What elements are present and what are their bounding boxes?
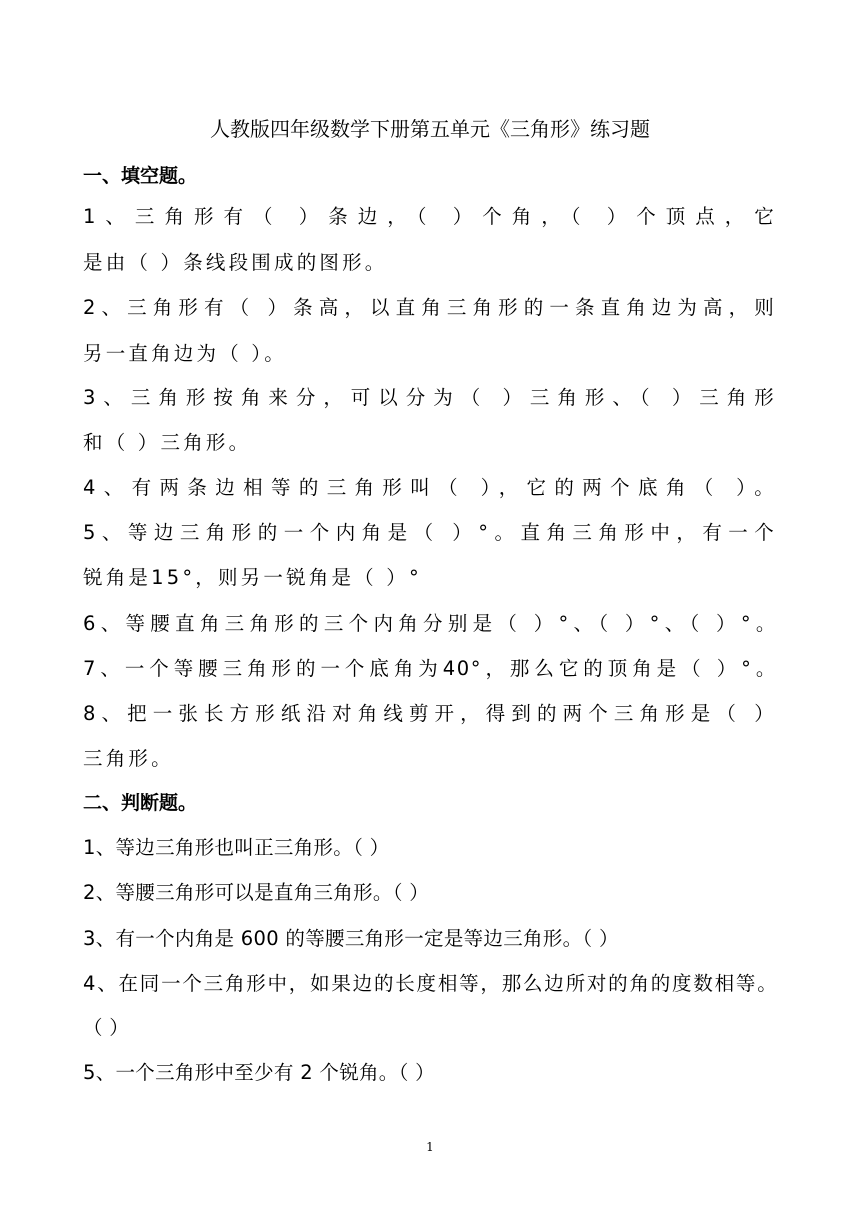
section-heading-true-false: 二、判断题。	[83, 792, 198, 814]
fill-blank-q2-line1: 2、三角形有（ ）条高，以直角三角形的一条直角边为高，则	[83, 296, 777, 319]
true-false-q2: 2、等腰三角形可以是直角三角形。（ ）	[83, 881, 430, 904]
true-false-q4-line1: 4、在同一个三角形中，如果边的长度相等，那么边所对的角的度数相等。	[83, 972, 777, 995]
true-false-q1: 1、等边三角形也叫正三角形。（ ）	[83, 836, 390, 859]
page-number: 1	[426, 1140, 434, 1154]
fill-blank-q3-line1: 3、三角形按角来分，可以分为（ ）三角形、（ ）三角形	[83, 386, 777, 409]
fill-blank-q4: 4、有两条边相等的三角形叫（ ），它的两个底角（ ）。	[83, 476, 777, 499]
fill-blank-q7: 7、一个等腰三角形的一个底角为40°，那么它的顶角是（ ）°。	[83, 657, 777, 680]
fill-blank-q2-line2: 另一直角边为（ ）。	[83, 342, 287, 365]
true-false-q3: 3、有一个内角是 600 的等腰三角形一定是等边三角形。（ ）	[83, 927, 619, 950]
fill-blank-q5-line2: 锐角是15°，则另一锐角是（ ）°	[83, 566, 422, 589]
fill-blank-q5-line1: 5、等边三角形的一个内角是（ ）°。直角三角形中，有一个	[83, 521, 777, 544]
section-heading-fill-in-blank: 一、填空题。	[83, 165, 198, 187]
fill-blank-q8-line1: 8、把一张长方形纸沿对角线剪开，得到的两个三角形是（ ）	[83, 702, 777, 725]
fill-blank-q8-line2: 三角形。	[83, 747, 174, 770]
true-false-q5: 5、一个三角形中至少有 2 个锐角。（ ）	[83, 1061, 435, 1084]
fill-blank-q3-line2: 和（ ）三角形。	[83, 431, 252, 454]
fill-blank-q6: 6、等腰直角三角形的三个内角分别是（ ）°、（ ）°、（ ）°。	[83, 612, 777, 635]
document-title: 人教版四年级数学下册第五单元《三角形》练习题	[210, 117, 650, 141]
true-false-q4-line2: （ ）	[83, 1016, 130, 1039]
fill-blank-q1-line1: 1、三角形有（ ）条边，（ ）个角，（ ）个顶点，它	[83, 205, 777, 228]
fill-blank-q1-line2: 是由（ ）条线段围成的图形。	[83, 251, 388, 274]
